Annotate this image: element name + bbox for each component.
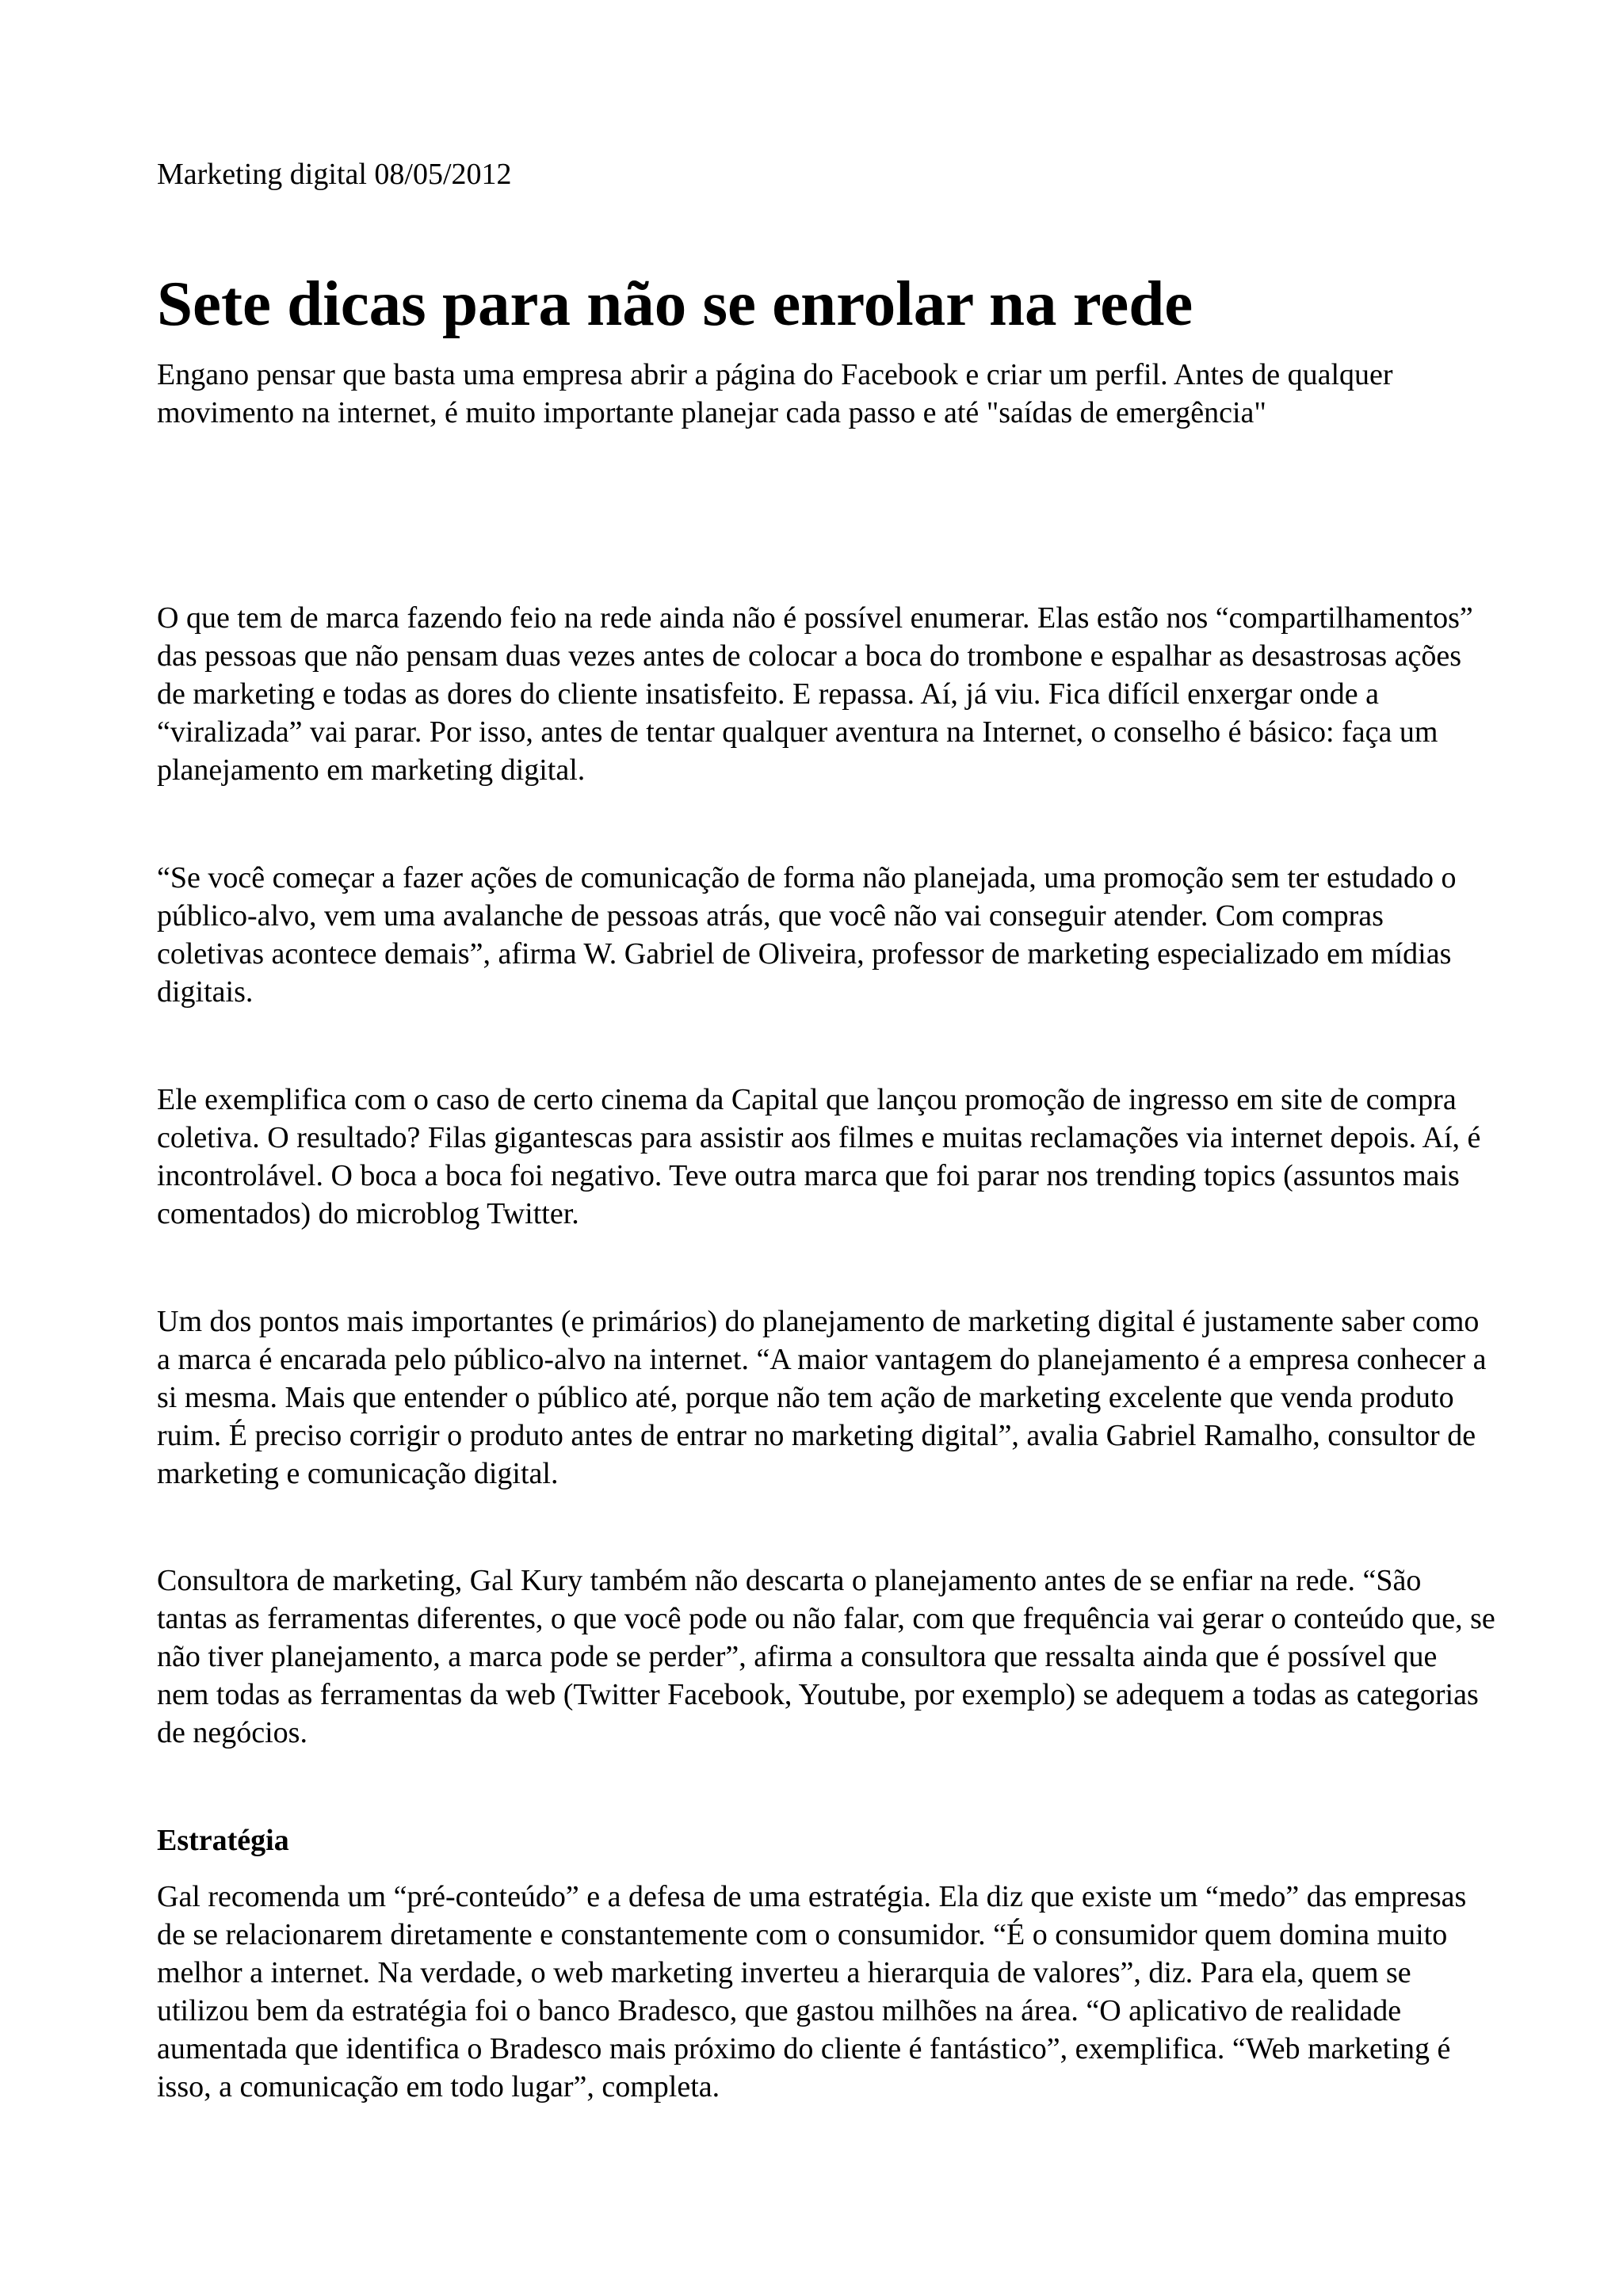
body-paragraph: O que tem de marca fazendo feio na rede ainda não é possível enumerar. Elas estão nos “compartilhamentos” das pessoas que não pensam duas vezes antes de colocar a boca do trombone e espalhar as desastrosas ações de marketing e todas as dores do cliente insatisfeito. E repassa. Aí, já viu. Fica difícil enxergar onde a “viralizada” vai parar. Por isso, antes de tentar qualquer aventura na Internet, o conselho é básico: faça um planejamento em marketing digital. (157, 601, 1473, 787)
article-lead: Engano pensar que basta uma empresa abrir a página do Facebook e criar um perfil. Antes de qualquer movimento na internet, é muito importante planejar cada passo e até "saídas de emergência" (157, 358, 1393, 429)
body-paragraph: Ele exemplifica com o caso de certo cinema da Capital que lançou promoção de ingresso em site de compra coletiva. O resultado? Filas gigantescas para assistir aos filmes e muitas reclamações via internet depois. Aí, é incontrolável. O boca a boca foi negativo. Teve outra marca que foi parar nos trending topics (assuntos mais comentados) do microblog Twitter. (157, 1083, 1481, 1230)
section-heading: Estratégia (157, 1824, 289, 1857)
body-paragraph: Um dos pontos mais importantes (e primários) do planejamento de marketing digital é justamente saber como a marca é encarada pelo público-alvo na internet. “A maior vantagem do planejamento é a empresa conhecer a si mesma. Mais que entender o público até, porque não tem ação de marketing excelente que venda produto ruim. É preciso corrigir o produto antes de entrar no marketing digital”, avalia Gabriel Ramalho, consultor de marketing e comunicação digital. (157, 1305, 1487, 1490)
body-paragraph: “Se você começar a fazer ações de comunicação de forma não planejada, uma promoção sem ter estudado o público-alvo, vem uma avalanche de pessoas atrás, que você não vai conseguir atender. Com compras coletivas acontece demais”, afirma W. Gabriel de Oliveira, professor de marketing especializado em mídias digitais. (157, 861, 1457, 1009)
body-paragraph: Consultora de marketing, Gal Kury também não descarta o planejamento antes de se enfiar na rede. “São tantas as ferramentas diferentes, o que você pode ou não falar, com que frequência vai gerar o conteúdo que, se não tiver planejamento, a marca pode se perder”, afirma a consultora que ressalta ainda que é possível que nem todas as ferramentas da web (Twitter Facebook, Youtube, por exemplo) se adequem a todas as categorias de negócios. (157, 1564, 1495, 1749)
body-paragraph: Gal recomenda um “pré-conteúdo” e a defesa de uma estratégia. Ela diz que existe um “medo” das empresas de se relacionarem diretamente e constantemente com o consumidor. “É o consumidor quem domina muito melhor a internet. Na verdade, o web marketing inverteu a hierarquia de valores”, diz. Para ela, quem se utilizou bem da estratégia foi o banco Bradesco, que gastou milhões na área. “O aplicativo de realidade aumentada que identifica o Bradesco mais próximo do cliente é fantástico”, exemplifica. “Web marketing é isso, a comunicação em todo lugar”, completa. (157, 1880, 1467, 2103)
section-date-line: Marketing digital 08/05/2012 (157, 158, 512, 191)
article-title: Sete dicas para não se enrolar na rede (157, 268, 1193, 339)
